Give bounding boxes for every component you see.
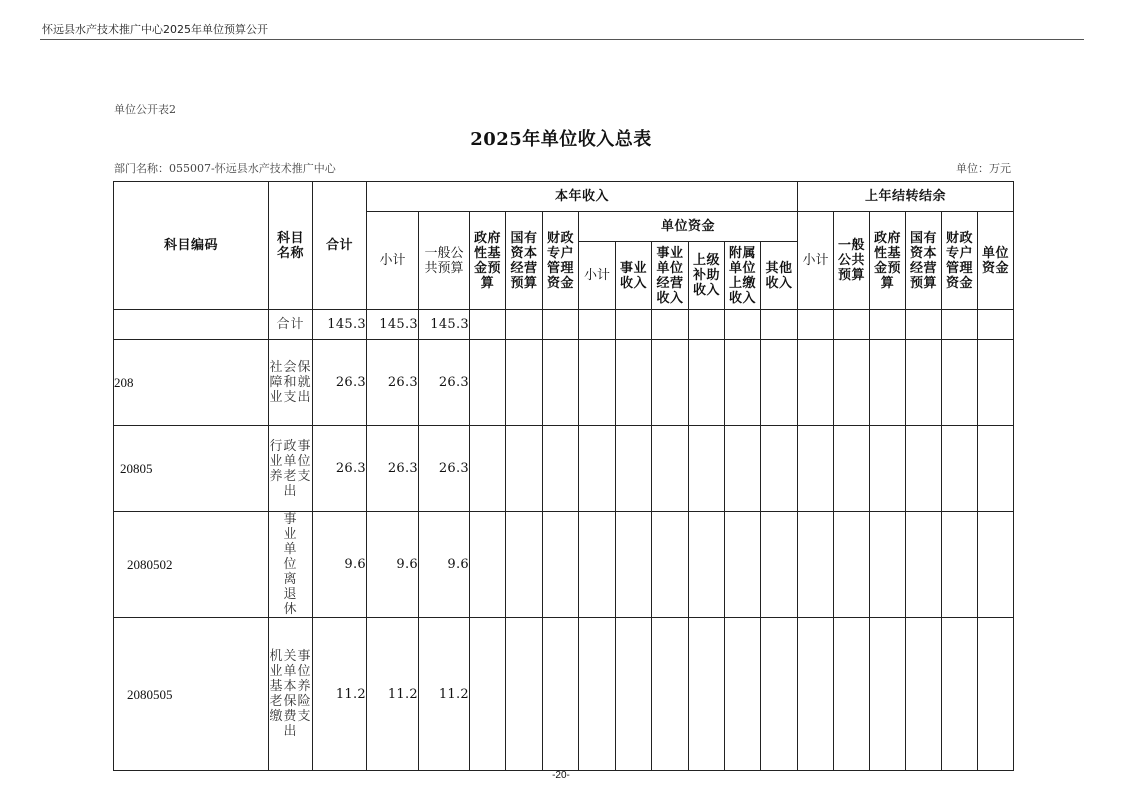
row-total: 26.3	[313, 426, 367, 512]
header-carryover-state-capital: 国有资本经营预算	[906, 212, 942, 310]
row-code: 2080505	[114, 618, 269, 771]
header-carryover-gov-fund: 政府性基金预算	[870, 212, 906, 310]
header-fiscal-special: 财政专户管理资金	[543, 212, 579, 310]
income-summary-table	[113, 181, 1014, 771]
header-business-income: 事业收入	[616, 242, 652, 310]
row-name: 机关事业单位基本养老保险缴费支出	[269, 618, 313, 771]
row-name: 合计	[269, 310, 313, 340]
header-gov-fund: 政府性基金预算	[470, 212, 506, 310]
department-label: 部门名称：055007-怀远县水产技术推广中心	[114, 162, 336, 175]
row-subtotal: 11.2	[367, 618, 419, 771]
header-total: 合计	[313, 182, 367, 310]
row-general-budget: 9.6	[419, 512, 470, 618]
row-subtotal: 9.6	[367, 512, 419, 618]
row-general-budget: 26.3	[419, 340, 470, 426]
row-general-budget: 26.3	[419, 426, 470, 512]
table-row	[114, 512, 1014, 618]
row-code	[114, 310, 269, 340]
header-code: 科目编码	[114, 182, 269, 310]
header-unit-subtotal: 小计	[579, 242, 616, 310]
running-header: 怀远县水产技术推广中心2025年单位预算公开	[42, 23, 268, 36]
row-subtotal: 26.3	[367, 340, 419, 426]
table-row	[114, 618, 1014, 771]
header-affiliated-income: 附属单位上缴收入	[725, 242, 761, 310]
table-row	[114, 340, 1014, 426]
row-total: 11.2	[313, 618, 367, 771]
row-name: 社会保障和就业支出	[269, 340, 313, 426]
row-total: 26.3	[313, 340, 367, 426]
page-title: 2025年单位收入总表	[470, 129, 652, 150]
row-general-budget: 11.2	[419, 618, 470, 771]
row-code: 208	[114, 340, 269, 426]
header-this-year-income: 本年收入	[367, 182, 798, 212]
header-subtotal: 小计	[367, 212, 419, 310]
header-superior-subsidy: 上级补助收入	[689, 242, 725, 310]
header-carryover-general: 一般公共预算	[834, 212, 870, 310]
row-total: 145.3	[313, 310, 367, 340]
header-carryover: 上年结转结余	[798, 182, 1014, 212]
header-divider	[40, 39, 1084, 40]
table-row	[114, 310, 1014, 340]
header-carryover-fiscal-special: 财政专户管理资金	[942, 212, 978, 310]
page-number: -20-	[552, 770, 570, 781]
row-subtotal: 145.3	[367, 310, 419, 340]
header-name: 科目名称	[269, 182, 313, 310]
header-other-income: 其他收入	[761, 242, 798, 310]
header-carryover-subtotal: 小计	[798, 212, 834, 310]
unit-label: 单位：万元	[956, 162, 1011, 175]
row-general-budget: 145.3	[419, 310, 470, 340]
header-unit-funds: 单位资金	[579, 212, 798, 242]
row-total: 9.6	[313, 512, 367, 618]
table-row	[114, 426, 1014, 512]
row-subtotal: 26.3	[367, 426, 419, 512]
row-name: 事业单位离退休	[269, 512, 313, 618]
row-code: 20805	[114, 426, 269, 512]
header-state-capital: 国有资本经营预算	[506, 212, 543, 310]
header-carryover-unit-funds: 单位资金	[978, 212, 1014, 310]
row-name: 行政事业单位养老支出	[269, 426, 313, 512]
table-number: 单位公开表2	[114, 103, 176, 116]
header-general-budget: 一般公共预算	[419, 212, 470, 310]
header-business-operating: 事业单位经营收入	[652, 242, 689, 310]
row-code: 2080502	[114, 512, 269, 618]
